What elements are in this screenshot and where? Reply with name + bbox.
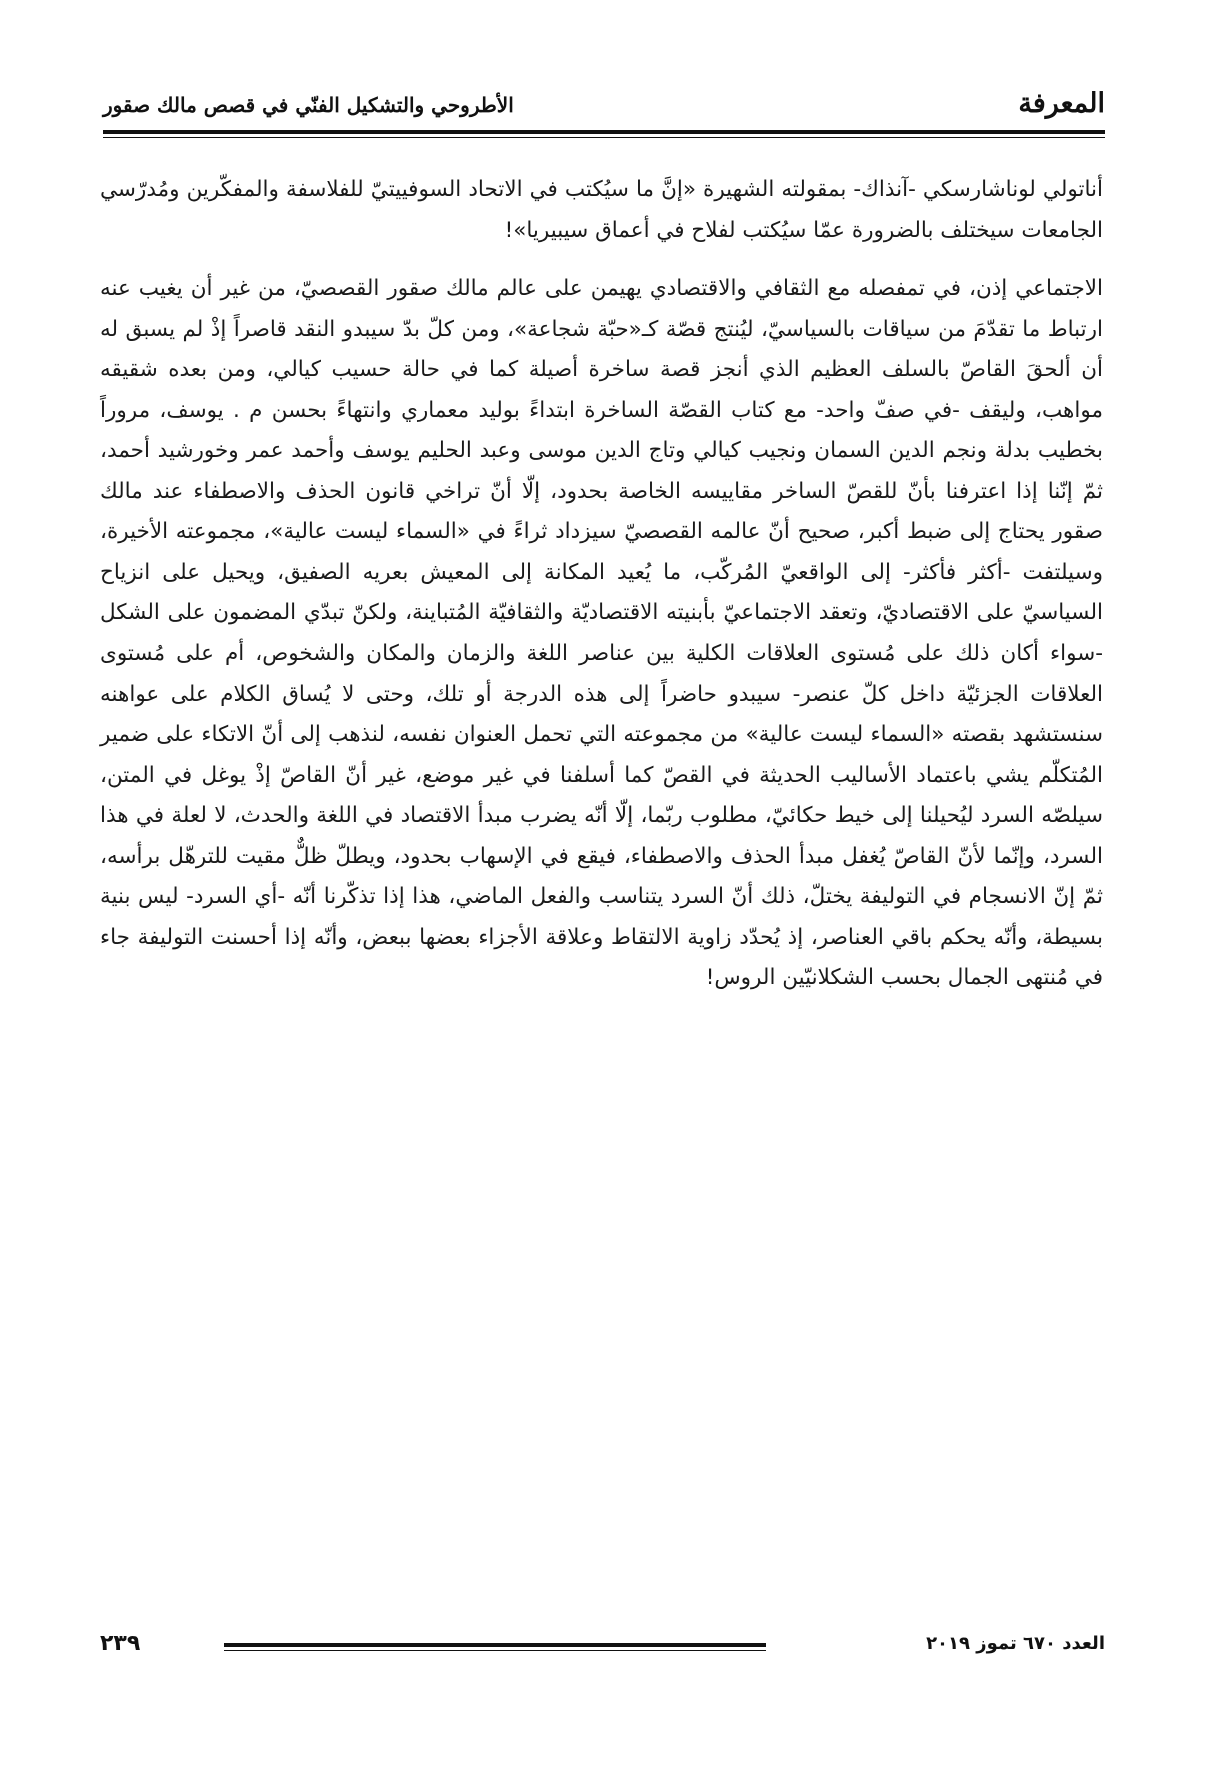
running-header bbox=[103, 86, 1105, 126]
journal-logo: المعرفة bbox=[1018, 88, 1105, 119]
page-number: ٢٣٩ bbox=[100, 1631, 141, 1656]
article-running-title: الأطروحي والتشكيل الفنّي في قصص مالك صقور bbox=[103, 93, 514, 117]
issue-info: العدد ٦٧٠ تموز ٢٠١٩ bbox=[926, 1633, 1105, 1654]
paragraph-2: الاجتماعي إذن، في تمفصله مع الثقافي والاقتصادي يهيمن على عالم مالك صقور القصصيّ، من غير أن يغيب عنه ارتباط ما تقدّمَ من سياقات بالسياسيّ، ليُنتج قصّة كـ«حبّة شجاعة»، ومن كلّ بدّ سيبدو النقد قاصراً إذْ لم يسبق له أن ألحقَ القاصّ بالسلف العظيم الذي أنجز قصة ساخرة أصيلة كما في حالة حسيب كيالي، ومن بعده شقيقه مواهب، وليقف -في صفّ واحد- مع كتاب القصّة الساخرة ابتداءً بوليد معماري وانتهاءً بحسن م . يوسف، مروراً بخطيب بدلة ونجم الدين السمان ونجيب كيالي وتاج الدين موسى وعبد الحليم يوسف وأحمد عمر وخورشيد أحمد، ثمّ إنّنا إذا اعترفنا بأنّ للقصّ الساخر مقاييسه الخاصة بحدود، إلّا أنّ تراخي قانون الحذف والاصطفاء عند مالك صقور يحتاج إلى ضبط أكبر، صحيح أنّ عالمه القصصيّ سيزداد ثراءً في «السماء ليست عالية»، مجموعته الأخيرة، وسيلتفت -أكثر فأكثر- إلى الواقعيّ المُركّب، ما يُعيد المكانة إلى المعيش بعريه الصفيق، ويحيل على انزياح السياسيّ على الاقتصاديّ، وتعقد الاجتماعيّ بأبنيته الاقتصاديّة والثقافيّة المُتباينة، ولكنّ تبدّي المضمون على الشكل -سواء أكان ذلك على مُستوى العلاقات الكلية بين عناصر اللغة والزمان والمكان والشخوص، أم على مُستوى العلاقات الجزئيّة داخل كلّ عنصر- سيبدو حاضراً إلى هذه الدرجة أو تلك، وحتى لا يُساق الكلام على عواهنه سنستشهد بقصته «السماء ليست عالية» من مجموعته التي تحمل العنوان نفسه، لنذهب إلى أنّ الاتكاء على ضمير المُتكلّم يشي باعتماد الأساليب الحديثة في القصّ كما أسلفنا في غير موضع، غير أنّ القاصّ إذْ يوغل في المتن، سيلصّه السرد ليُحيلنا إلى خيط حكائيّ، مطلوب ربّما، إلّا أنّه يضرب مبدأ الاقتصاد في اللغة والحدث، لا لعلة في هذا السرد، وإنّما لأنّ القاصّ يُغفل مبدأ الحذف والاصطفاء، فيقع في الإسهاب بحدود، ويطلّ ظلٌّ مقيت للترهّل برأسه، ثمّ إنّ الانسجام في التوليفة يختلّ، ذلك أنّ السرد يتناسب والفعل الماضي، هذا إذا تذكّرنا أنّه -أي السرد- ليس بنية بسيطة، وأنّه يحكم باقي العناصر، إذ يُحدّد زاوية الالتقاط وعلاقة الأجزاء بعضها ببعض، وأنّه إذا أحسنت التوليفة جاء في مُنتهى الجمال بحسب الشكلانيّين الروس! bbox=[100, 276, 1103, 991]
header-rule-thin bbox=[103, 137, 1105, 138]
header-rule bbox=[103, 130, 1105, 134]
paragraph-1: أناتولي لوناشارسكي -آنذاك- بمقولته الشهيرة «إنَّ ما سيُكتب في الاتحاد السوفييتيّ للفلاسفة والمفكّرين ومُدرّسي الجامعات سيختلف بالضرورة عمّا سيُكتب لفلاح في أعماق سيبيريا»! bbox=[100, 177, 1103, 243]
page-footer bbox=[100, 1624, 1105, 1664]
article-body bbox=[100, 170, 1103, 999]
